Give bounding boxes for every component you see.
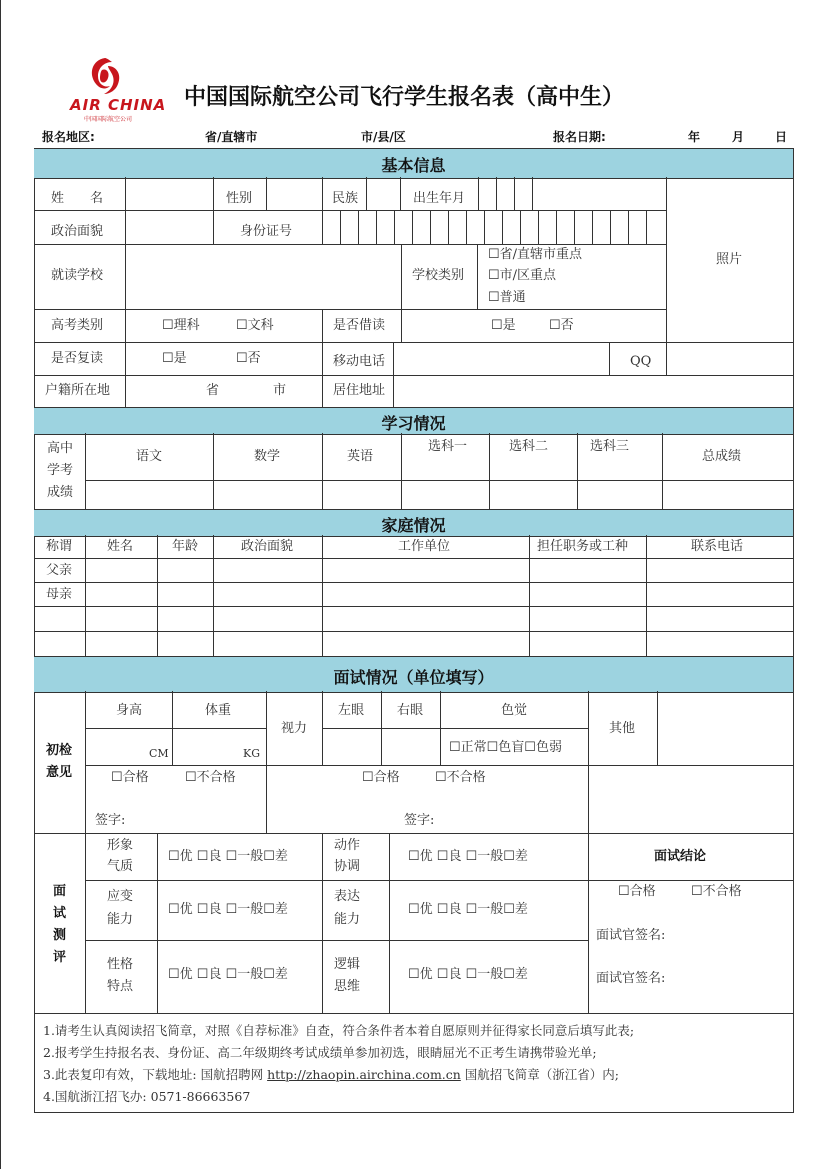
item-adapt-2: 能力 — [107, 912, 134, 927]
repeat-label: 是否复读 — [51, 351, 104, 366]
eval-side-4: 评 — [53, 950, 67, 965]
item-logic-2: 思维 — [334, 979, 361, 994]
col-math: 数学 — [254, 449, 281, 464]
grade-logic[interactable]: ☐优 ☐良 ☐一般☐差 — [408, 967, 528, 982]
study-side-1: 高中 — [47, 441, 74, 456]
section-basic — [34, 148, 793, 179]
grade-character[interactable]: ☐优 ☐良 ☐一般☐差 — [168, 967, 288, 982]
address-label: 居住地址 — [333, 383, 386, 398]
section-study-title: 学习情况 — [381, 414, 446, 433]
fam-col-phone: 联系电话 — [691, 539, 744, 554]
note-4: 4.国航浙江招飞办: 0571-86663567 — [43, 1089, 251, 1104]
section-interview-title: 面试情况（单位填写） — [333, 668, 494, 687]
col-elective-2: 选科二 — [509, 439, 549, 454]
school-label: 就读学校 — [51, 268, 104, 283]
item-express-2: 能力 — [334, 912, 361, 927]
arts-checkbox[interactable]: ☐文科 — [236, 318, 274, 333]
school-opt-city[interactable]: ☐市/区重点 — [488, 268, 557, 283]
date-label: 报名日期: — [553, 130, 606, 144]
note-3-post: 国航招飞简章（浙江省）内; — [460, 1067, 620, 1082]
item-logic-1: 逻辑 — [334, 957, 361, 972]
col-elective-1: 选科一 — [428, 439, 468, 454]
conclusion-label: 面试结论 — [654, 849, 707, 864]
borrow-yes-checkbox[interactable]: ☐是 — [491, 318, 516, 333]
school-opt-normal[interactable]: ☐普通 — [488, 290, 526, 305]
note-3 — [43, 1065, 619, 1083]
init-pass-2[interactable]: ☐合格 — [362, 770, 400, 785]
hukou-label: 户籍所在地 — [45, 383, 111, 398]
air-china-logo-icon — [82, 54, 128, 98]
init-side-1: 初检 — [46, 743, 73, 758]
kg-unit: KG — [243, 747, 261, 760]
grade-coord[interactable]: ☐优 ☐良 ☐一般☐差 — [408, 849, 528, 864]
item-adapt-1: 应变 — [107, 889, 134, 904]
fam-col-position: 担任职务或工种 — [537, 539, 629, 554]
right-eye-label: 右眼 — [397, 703, 424, 718]
item-coord-1: 动作 — [334, 838, 361, 853]
region-label: 报名地区: — [42, 130, 95, 144]
day-label: 日 — [775, 130, 788, 144]
col-english: 英语 — [347, 449, 374, 464]
gender-label: 性别 — [226, 191, 253, 206]
province-label: 省/直辖市 — [205, 130, 258, 144]
init-pass-1[interactable]: ☐合格 — [111, 770, 149, 785]
fam-row-father: 父亲 — [46, 563, 73, 578]
item-character-1: 性格 — [107, 957, 134, 972]
section-interview — [34, 656, 793, 693]
frame-bottom — [34, 1112, 794, 1113]
mobile-label: 移动电话 — [333, 354, 386, 369]
section-study — [34, 407, 793, 435]
init-side-2: 意见 — [46, 765, 73, 780]
grade-image[interactable]: ☐优 ☐良 ☐一般☐差 — [168, 849, 288, 864]
left-eye-label: 左眼 — [338, 703, 365, 718]
borrow-label: 是否借读 — [333, 318, 386, 333]
school-opt-key[interactable]: ☐省/直辖市重点 — [488, 247, 583, 262]
item-coord-2: 协调 — [334, 859, 361, 874]
item-image-1: 形象 — [107, 838, 134, 853]
study-side-3: 成绩 — [47, 485, 74, 500]
politics-label: 政治面貌 — [51, 224, 104, 239]
id-label: 身份证号 — [240, 224, 293, 239]
page-title: 中国国际航空公司飞行学生报名表（高中生） — [184, 85, 625, 110]
init-sign-1: 签字: — [95, 813, 126, 828]
fam-col-politics: 政治面貌 — [241, 539, 294, 554]
col-chinese: 语文 — [136, 449, 163, 464]
qq-label: QQ — [630, 354, 652, 369]
download-link[interactable]: http://zhaopin.airchina.com.cn — [267, 1067, 461, 1082]
repeat-yes-checkbox[interactable]: ☐是 — [162, 351, 187, 366]
hukou-city-label: 市 — [273, 383, 287, 398]
section-basic-title: 基本信息 — [381, 156, 446, 175]
fam-col-age: 年龄 — [172, 539, 199, 554]
repeat-no-checkbox[interactable]: ☐否 — [236, 351, 261, 366]
fam-col-work: 工作单位 — [398, 539, 451, 554]
month-label: 月 — [732, 130, 745, 144]
eval-side-2: 试 — [53, 906, 67, 921]
cm-unit: CM — [149, 747, 169, 760]
study-side-2: 学考 — [47, 463, 74, 478]
conclusion-fail[interactable]: ☐不合格 — [691, 884, 742, 899]
weight-label: 体重 — [205, 703, 232, 718]
eval-side-3: 测 — [53, 928, 67, 943]
note-2: 2.报考学生持报名表、身份证、高二年级期终考试成绩单参加初选，眼睛屈光不正考生请携带验光单; — [43, 1045, 597, 1060]
year-label: 年 — [688, 130, 701, 144]
officer-sign-1: 面试官签名: — [596, 928, 666, 943]
init-fail-2[interactable]: ☐不合格 — [435, 770, 486, 785]
color-options[interactable]: ☐正常☐色盲☐色弱 — [449, 740, 562, 755]
exam-type-label: 高考类别 — [51, 318, 104, 333]
section-family — [34, 509, 793, 537]
logo-sub: 中国国际航空公司 — [84, 116, 133, 123]
item-character-2: 特点 — [107, 979, 134, 994]
item-image-2: 气质 — [107, 859, 134, 874]
photo-label: 照片 — [716, 252, 743, 267]
conclusion-pass[interactable]: ☐合格 — [618, 884, 656, 899]
item-express-1: 表达 — [334, 889, 361, 904]
birth-label: 出生年月 — [413, 191, 466, 206]
name-label: 姓 名 — [51, 191, 104, 206]
note-3-pre: 3.此表复印有效，下载地址: 国航招聘网 — [43, 1067, 268, 1082]
other-label: 其他 — [609, 721, 636, 736]
fam-col-name: 姓名 — [107, 539, 134, 554]
eval-side-1: 面 — [53, 884, 67, 899]
init-fail-1[interactable]: ☐不合格 — [185, 770, 236, 785]
page-edge — [0, 0, 1, 1169]
grade-adapt[interactable]: ☐优 ☐良 ☐一般☐差 — [168, 902, 288, 917]
note-1: 1.请考生认真阅读招飞简章，对照《自荐标准》自查，符合条件者本着自愿原则并征得家长同意后填写此表; — [43, 1023, 635, 1038]
hukou-prov-label: 省 — [206, 383, 220, 398]
init-sign-2: 签字: — [404, 813, 435, 828]
height-label: 身高 — [116, 703, 143, 718]
frame-right — [793, 148, 794, 1113]
officer-sign-2: 面试官签名: — [596, 971, 666, 986]
fam-row-mother: 母亲 — [46, 587, 73, 602]
grade-express[interactable]: ☐优 ☐良 ☐一般☐差 — [408, 902, 528, 917]
science-checkbox[interactable]: ☐理科 — [162, 318, 200, 333]
vision-label: 视力 — [281, 721, 308, 736]
col-total: 总成绩 — [702, 449, 742, 464]
logo-brand: AIR CHINA — [70, 96, 167, 114]
ethnic-label: 民族 — [332, 191, 359, 206]
section-family-title: 家庭情况 — [381, 516, 446, 535]
fam-col-relation: 称谓 — [46, 539, 73, 554]
city-label: 市/县/区 — [361, 130, 406, 144]
school-type-label: 学校类别 — [412, 268, 465, 283]
color-label: 色觉 — [501, 703, 528, 718]
borrow-no-checkbox[interactable]: ☐否 — [549, 318, 574, 333]
col-elective-3: 选科三 — [590, 439, 630, 454]
